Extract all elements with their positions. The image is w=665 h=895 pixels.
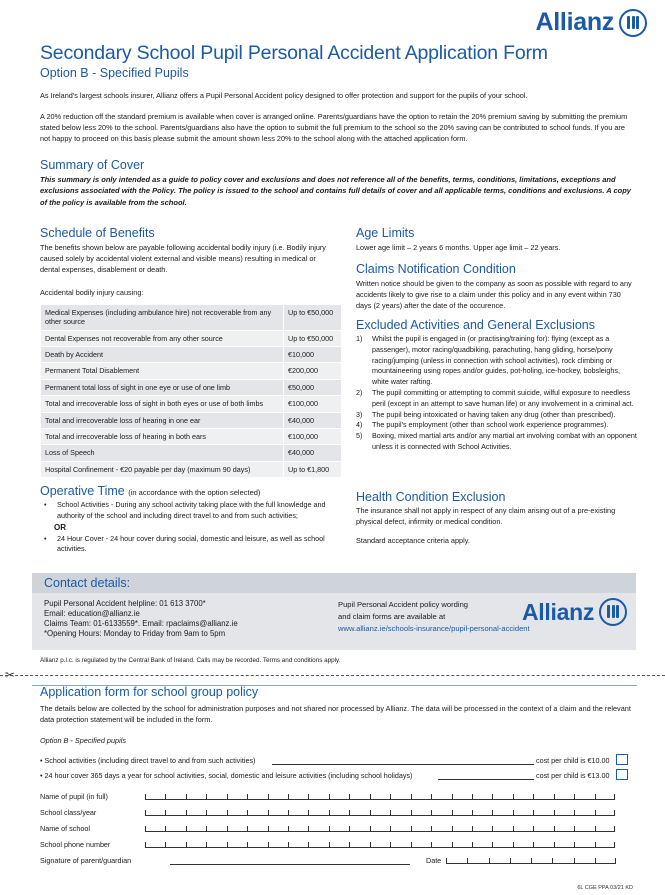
operative-heading [40, 484, 260, 498]
list-item: 4) The pupil's employment (other than school work experience programmes). [356, 420, 609, 430]
policy-url-link[interactable]: www.allianz.ie/schools-insurance/pupil-personal-accident [338, 624, 530, 634]
claims-text: Written notice should be given to the company as soon as possible with regard to any accidents likely to give rise to a claim under this policy and in any event within 730 days (2 years) after the date of the occurence. [356, 279, 632, 310]
table-row [41, 379, 342, 395]
signature-field[interactable] [170, 864, 410, 865]
page-subtitle: Option B - Specified Pupils [40, 66, 189, 80]
table-row [41, 330, 342, 346]
intro-paragraph-1: As Ireland's largest schools insurer, Allianz offers a Pupil Personal Accident policy designed to offer protection and support for the pupils of your school. [40, 91, 528, 100]
exclusions-heading: Excluded Activities and General Exclusions [356, 318, 596, 332]
list-item: OR [54, 522, 66, 532]
school-class-field[interactable] [145, 808, 615, 816]
table-row [41, 396, 342, 412]
benefit-item: Death by Accident [41, 347, 284, 363]
form-heading: Application form for school group policy [40, 685, 259, 699]
signature-label: Signature of parent/guardian [40, 856, 132, 865]
date-label: Date [426, 856, 442, 865]
scissors-icon: ✂ [5, 668, 16, 682]
school-name-field[interactable] [145, 824, 615, 832]
policy-wording-info [338, 599, 530, 635]
contact-allianz-logo [522, 598, 627, 626]
benefit-amount: €10,000 [284, 347, 342, 363]
allianz-logo [536, 8, 647, 37]
list-item: 1) Whilst the pupil is engaged in (or practising/training for): flying (except as a passenger), motor racing/quadbiking, parachuting, hang gliding, horse/pony racing/jumping (unless in connection with school activities), rock climbing or mountaineering using ropes and/or guides, pot-holing, ice-hockey, bobsleighs, white water rafting. [356, 334, 620, 387]
benefit-amount: Up to €50,000 [284, 305, 342, 331]
schedule-caption: Accidental bodily injury causing: [40, 288, 144, 297]
contact-details [44, 599, 238, 640]
operative-heading-note: (in accordance with the option selected) [128, 488, 261, 497]
cut-line [0, 675, 665, 676]
cover-option-1-checkbox[interactable] [616, 754, 628, 765]
table-row [41, 461, 342, 477]
table-row [41, 412, 342, 428]
benefit-item: Permanent total loss of sight in one eye or use of one limb [41, 379, 284, 395]
policy-wording-line-2: and claim forms are available at [338, 612, 446, 622]
page-title: Secondary School Pupil Personal Accident Application Form [40, 42, 548, 64]
benefit-item: Total and irrecoverable loss of hearing in both ears [41, 428, 284, 444]
benefit-amount: €50,000 [284, 379, 342, 395]
cover-option-1-label: • School activities (including direct travel to and from such activities) [40, 756, 256, 765]
benefit-item: Total and irrecoverable loss of hearing in one ear [41, 412, 284, 428]
benefit-item: Permanent Total Disablement [41, 363, 284, 379]
form-reference: 6L CGE PPA 03/21 KD [577, 885, 633, 891]
schedule-text: The benefits shown below are payable following accidental bodily injury (i.e. Bodily injury caused solely by accidental violent external and visible means) resulting in medical or dental expenses, disablement or death. [40, 243, 326, 274]
operative-heading-text: Operative Time [40, 484, 125, 498]
leader-line [272, 764, 534, 765]
allianz-eagle-icon [619, 9, 647, 37]
date-field[interactable] [446, 856, 616, 864]
benefits-table [40, 304, 342, 478]
pupil-name-field[interactable] [145, 792, 615, 800]
cover-option-2-cost: cost per child is €13.00 [536, 771, 610, 780]
table-row [41, 363, 342, 379]
helpline-text: Pupil Personal Accident helpline: 01 613 3700* [44, 599, 206, 608]
brand-name: Allianz [522, 598, 595, 625]
benefit-item: Total and irrecoverable loss of sight in both eyes or use of both limbs [41, 396, 284, 412]
form-intro: The details below are collected by the school for administration purposes and not shared nor processed by Allianz. The data will be processed in the context of a claim and the relevant data protection statement will be included in the form. [40, 704, 631, 724]
benefit-item: Dental Expenses not recoverable from any other source [41, 330, 284, 346]
list-item: 2) The pupil committing or attempting to commit suicide, wilful exposure to needless peril (except in an attempt to save human life) or any involvement in a criminal act. [356, 387, 634, 408]
policy-wording-line-1: Pupil Personal Accident policy wording [338, 600, 469, 609]
regulatory-note: Allianz p.l.c. is regulated by the Central Bank of Ireland. Calls may be recorded. Terms and conditions apply. [40, 657, 341, 664]
claims-team-text: Claims Team: 01-6133559*. Email: rpaclaims@allianz.ie [44, 619, 238, 629]
list-item: • School Activities - During any school activity taking place with the full knowledge and authority of the school and including direct travel to and from such activities; [44, 500, 326, 520]
health-note: Standard acceptance criteria apply. [356, 536, 470, 545]
benefit-item: Medical Expenses (including ambulance hire) not recoverable from any other source [41, 305, 284, 331]
school-name-label: Name of school [40, 824, 90, 833]
benefit-amount: €100,000 [284, 428, 342, 444]
school-phone-label: School phone number [40, 840, 111, 849]
intro-paragraph-2: A 20% reduction off the standard premium is available when cover is arranged online. Parents/guardians have the option to retain the 20% premium saving by submitting the premium stated below less 20% to the school. Parents/guardians also have the option to submit the full premium to the school so the 20% saving can be contributed to school funds. If you are not happy to proceed on this basis please submit the amount shown less 20% to the school along with the attached application form. [40, 112, 628, 143]
table-row [41, 428, 342, 444]
health-heading: Health Condition Exclusion [356, 490, 506, 504]
opening-hours-text: *Opening Hours: Monday to Friday from 9am to 5pm [44, 629, 226, 639]
school-class-label: School class/year [40, 808, 97, 817]
allianz-eagle-icon [599, 598, 627, 626]
benefit-amount: €200,000 [284, 363, 342, 379]
pupil-name-label: Name of pupil (in full) [40, 792, 108, 801]
age-heading: Age Limits [356, 226, 415, 240]
list-item: • 24 Hour Cover - 24 hour cover during social, domestic and leisure, as well as school activities. [44, 533, 325, 554]
benefit-amount: €40,000 [284, 412, 342, 428]
table-row [41, 445, 342, 461]
exclusions-list [356, 334, 638, 453]
operative-list [44, 500, 340, 555]
list-item: 3) The pupil being intoxicated or having taken any drug (other than prescribed). [356, 409, 616, 419]
cover-option-2-label: • 24 hour cover 365 days a year for school activities, social, domestic and leisure activities (including school holidays) [40, 771, 413, 780]
summary-heading: Summary of Cover [40, 158, 145, 172]
claims-heading: Claims Notification Condition [356, 262, 516, 276]
summary-text: This summary is only intended as a guide to policy cover and exclusions and does not reference all of the benefits, terms, conditions, limitations, exceptions and exclusions associated with the Policy. The policy is issued to the school and contains full details of cover and all applicable terms, conditions and exclusions. A copy of the policy is available from the school. [40, 175, 631, 207]
table-row [41, 305, 342, 331]
contact-heading: Contact details: [44, 576, 131, 590]
benefit-amount: €40,000 [284, 445, 342, 461]
form-option: Option B - Specified pupils [40, 736, 126, 745]
school-phone-field[interactable] [145, 840, 615, 848]
benefit-item: Loss of Speech [41, 445, 284, 461]
contact-box [32, 573, 636, 650]
list-item: 5) Boxing, mixed martial arts and/or any martial art involving combat with an opponent unless it is connected with School Activities. [356, 431, 637, 451]
email-text: Email: education@allianz.ie [44, 609, 140, 619]
schedule-heading: Schedule of Benefits [40, 226, 155, 240]
benefit-amount: Up to €50,000 [284, 330, 342, 346]
table-row [41, 347, 342, 363]
benefit-item: Hospital Confinement - €20 payable per day (maximum 90 days) [41, 461, 284, 477]
health-text: The insurance shall not apply in respect of any claim arising out of a pre-existing physical defect, infirmity or medical condition. [356, 506, 616, 526]
brand-name: Allianz [535, 8, 614, 36]
cover-option-1-cost: cost per child is €10.00 [536, 756, 610, 765]
benefit-amount: €100,000 [284, 396, 342, 412]
age-text: Lower age limit – 2 years 6 months. Upper age limit – 22 years. [356, 243, 561, 252]
benefit-amount: Up to €1,800 [284, 461, 342, 477]
cover-option-2-checkbox[interactable] [616, 769, 628, 780]
leader-line [438, 779, 534, 780]
